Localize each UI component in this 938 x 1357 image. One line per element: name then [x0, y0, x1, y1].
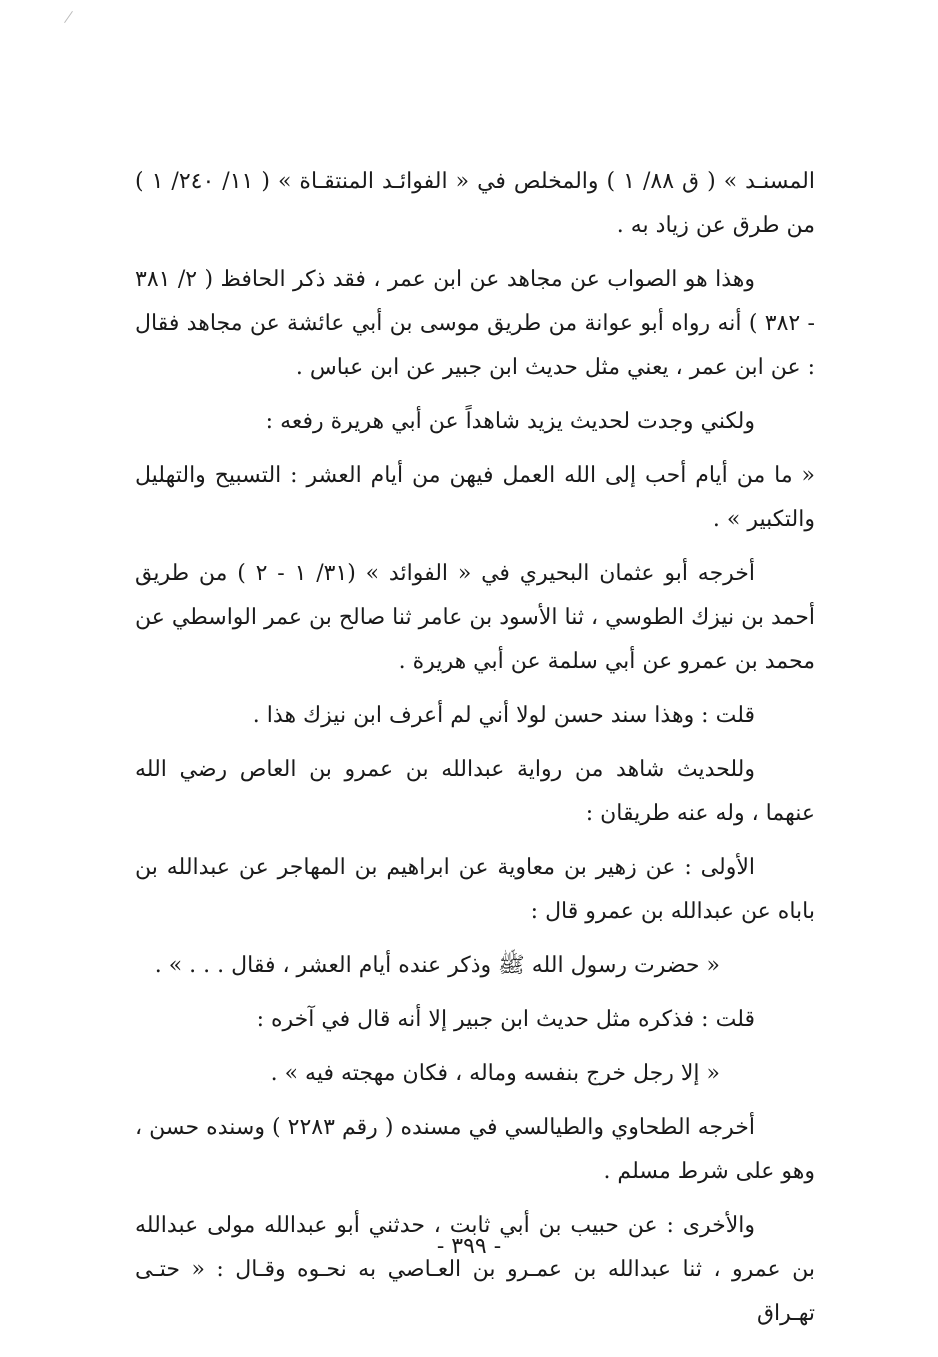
paragraph-3: ولكني وجدت لحديث يزيد شاهداً عن أبي هريرة رفعه :	[265, 409, 755, 434]
quote-prophet: « حضرت رسول الله ﷺ وذكر عنده أيام العشر ، فقال . . . » .	[154, 953, 720, 978]
paragraph-5: أخرجه أبو عثمان البحيري في « الفوائد » (٣١/ ١ - ٢ ) من طريق أحمد بن نيزك الطوسي ، ثنا الأسود بن عامر ثنا صالح بن عمر الواسطي عن محمد بن عمرو عن أبي سلمة عن أبي هريرة .	[135, 561, 815, 674]
quote-abu-hurayra: « ما من أيام أحب إلى الله العمل فيهن من أيام العشر : التسبيح والتهليل والتكبير » .	[135, 463, 815, 532]
paragraph-7: وللحديث شاهد من رواية عبدالله بن عمرو بن العاص رضي الله عنهما ، وله عنه طريقان :	[135, 757, 815, 826]
paragraph-8: الأولى : عن زهير بن معاوية عن ابراهيم بن المهاجر عن عبدالله بن باباه عن عبدالله بن عمرو قال :	[135, 855, 815, 924]
paragraph-1: المسنـد » ( ق ٨٨/ ١ ) والمخلص في « الفوائـد المنتقـاة » ( ١١/ ٢٤٠/ ١ ) من طرق عن زياد به .	[135, 169, 815, 238]
paragraph-2: وهذا هو الصواب عن مجاهد عن ابن عمر ، فقد ذكر الحافظ ( ٢/ ٣٨١ - ٣٨٢ ) أنه رواه أبو عوانة من طريق موسى بن أبي عائشة عن مجاهد فقال : عن ابن عمر ، يعني مثل حديث ابن جبير عن ابن عباس .	[135, 267, 815, 380]
paragraph-12: أخرجه الطحاوي والطيالسي في مسنده ( رقم ٢٢٨٣ ) وسنده حسن ، وهو على شرط مسلم .	[135, 1115, 815, 1184]
paragraph-10: قلت : فذكره مثل حديث ابن جبير إلا أنه قال في آخره :	[256, 1007, 755, 1032]
paragraph-6: قلت : وهذا سند حسن لولا أني لم أعرف ابن نيزك هذا .	[252, 703, 755, 728]
body-text	[135, 160, 815, 1346]
scan-mark	[64, 11, 73, 23]
page-number: - ٣٩٩ -	[436, 1234, 502, 1259]
paragraph-13: والأخرى : عن حبيب بن أبي ثابت ، حدثني أبو عبدالله مولى عبدالله بن عمرو ، ثنا عبدالله بن عمـرو بن العـاصي به نحـوه وقـال : « حتـى تهـراق	[135, 1213, 815, 1326]
quote-man-went-out: « إلا رجل خرج بنفسه وماله ، فكان مهجته فيه » .	[270, 1061, 720, 1086]
